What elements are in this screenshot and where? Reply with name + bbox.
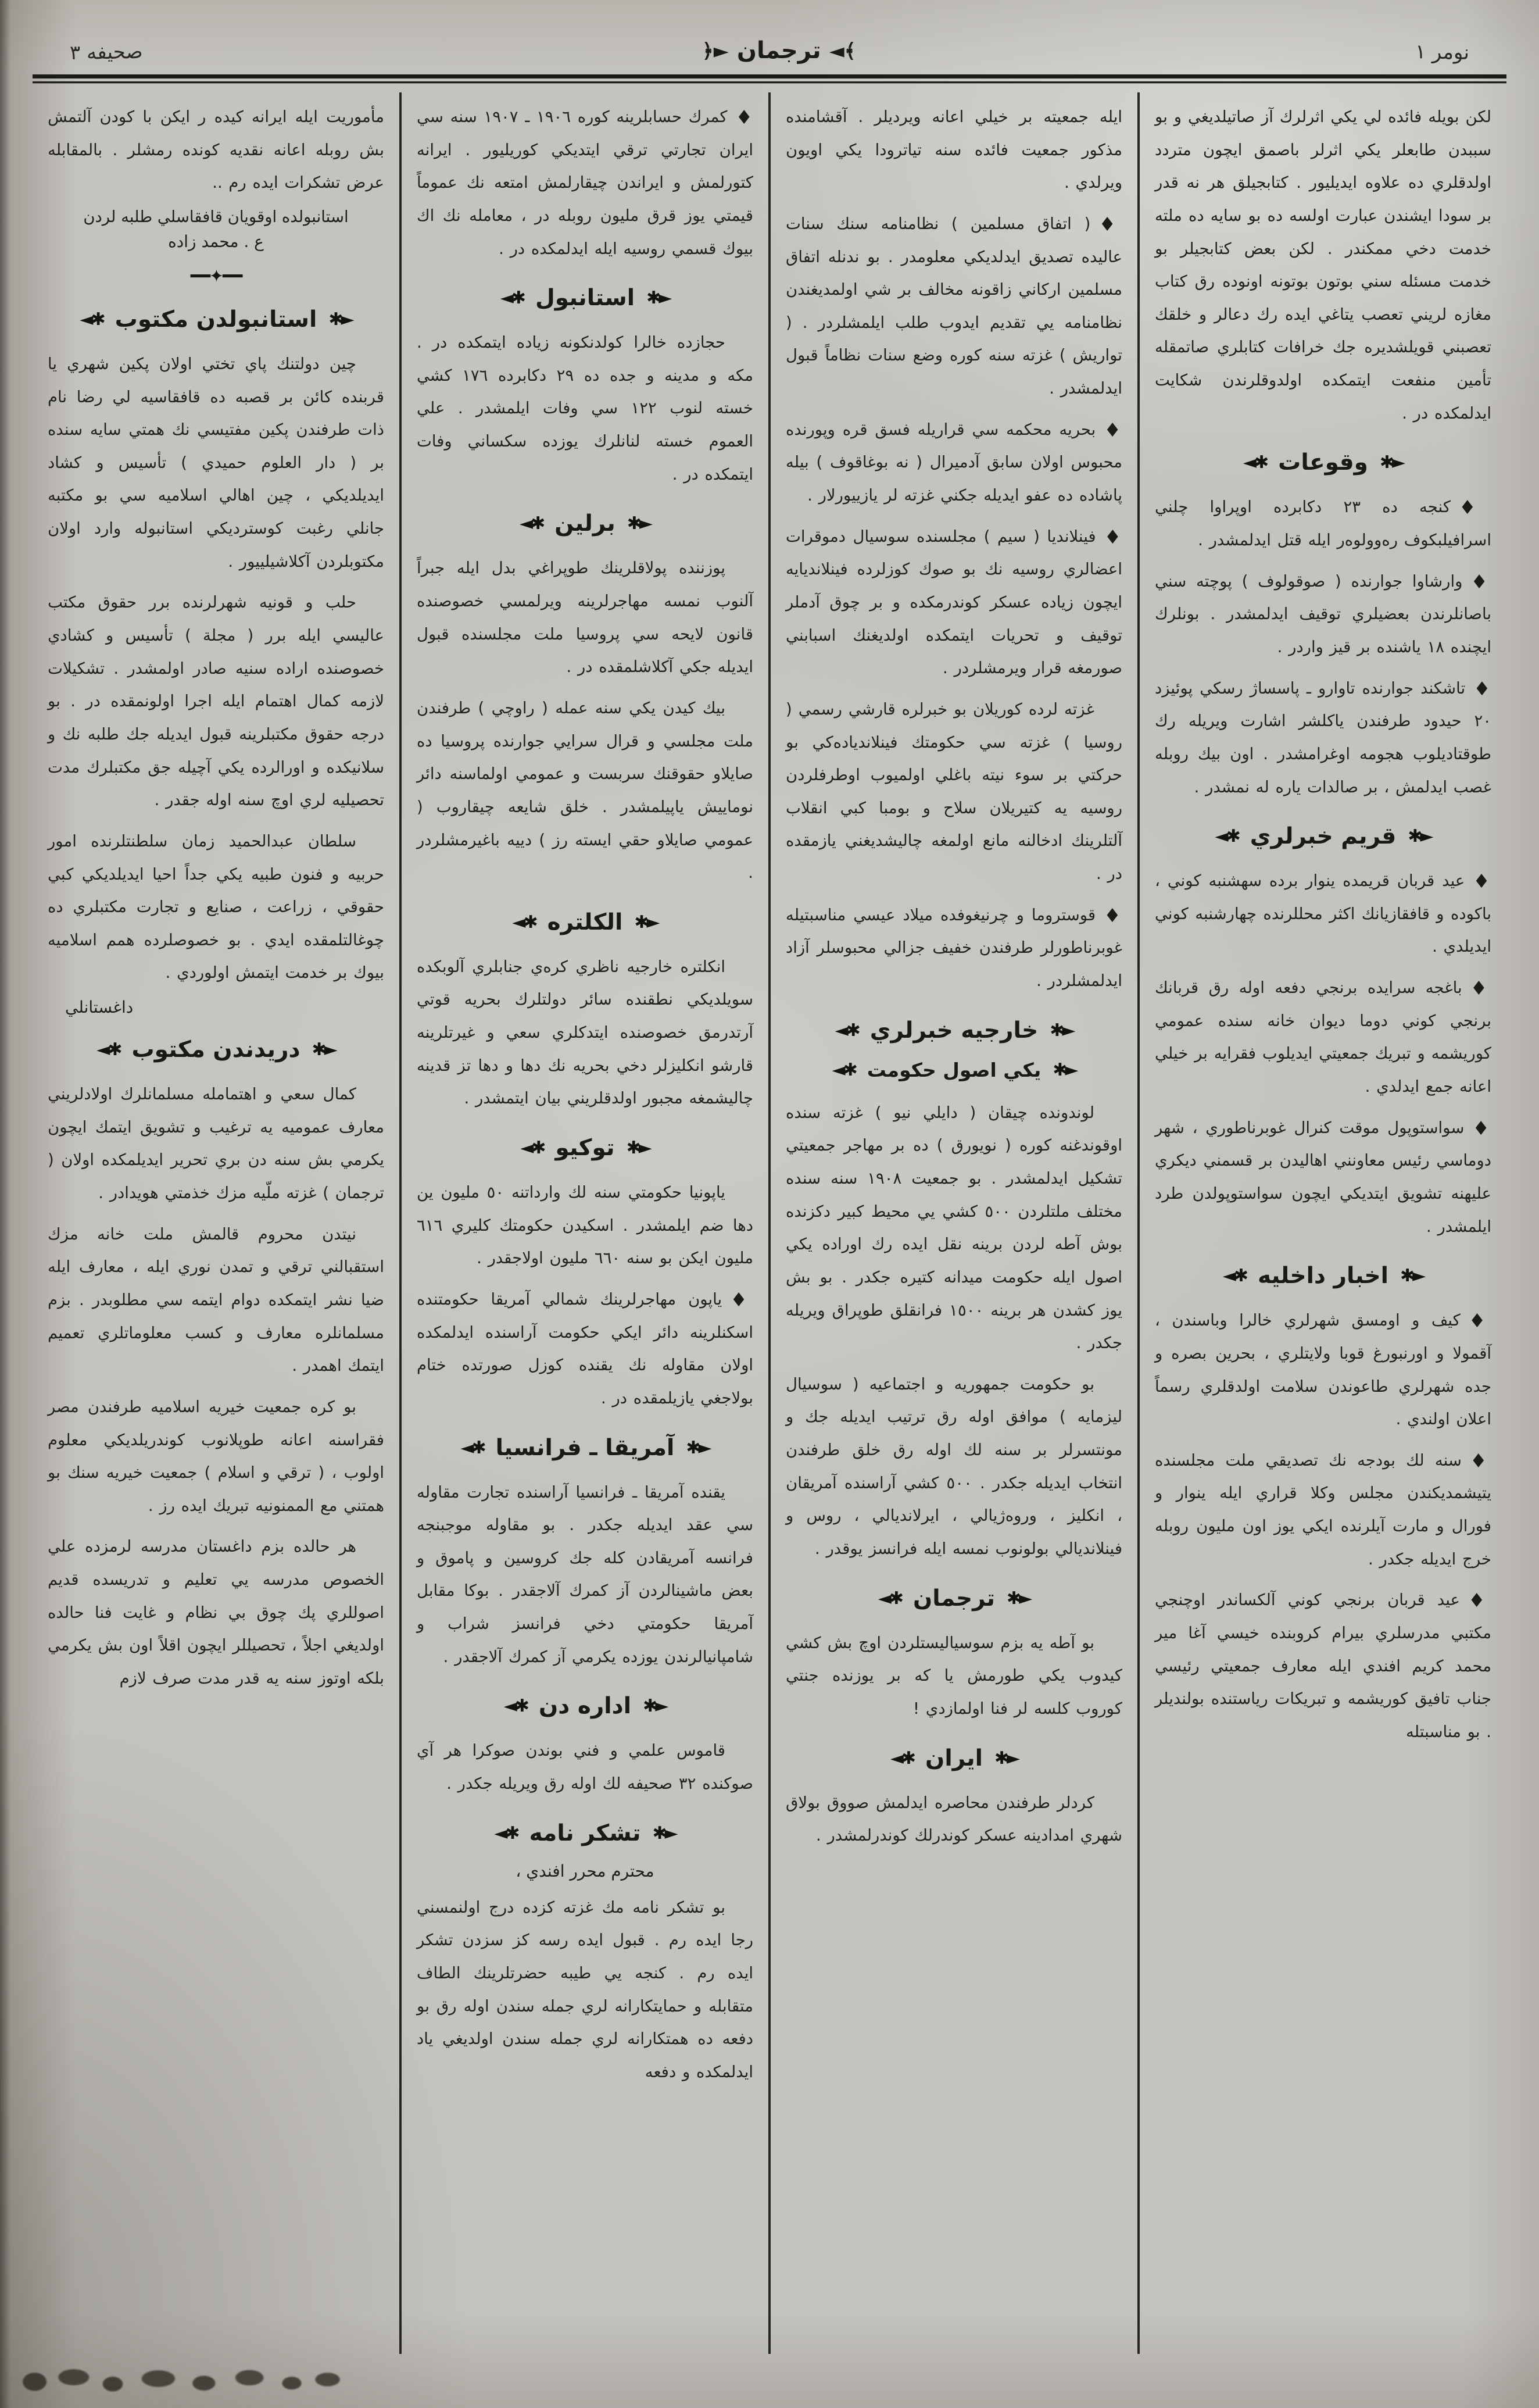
news-item-text: سنه لك بودجه نك تصديقي ملت مجلسنده يتيشمديكندن مجلس وكلا قراري ايله ينوار و فورال و مارت آيلرنده ايكي يوز اون مليون روبله خرج ايديله جكدر . [1155,1450,1491,1569]
news-item-text: وارشاوا جوارنده ( صوقولوف ) پوچته سني باصانلرندن بعضيلري توقيف ايدلمشدر . بونلرك ايچنده ١٨ ياشنده بر قيز واردر . [1155,571,1491,656]
diamond-bullet-icon: ♦ [730,1288,753,1311]
diamond-bullet-icon: ♦ [1473,677,1491,700]
diamond-bullet-icon: ♦ [1468,1589,1491,1612]
heading-istanbul [417,285,753,311]
heading-text: ترجمان [912,1585,996,1612]
article-paragraph: سلطان عبدالحميد زمان سلطنتلرنده امور حربيه و فنون طبيه يكي جداً احيا ايديلديكي كبي حقوقي ، زراعت ، صنايع و تجارت مكتبلري ده چوغالتلمقده ايدي . بو خصوصلرده همم اسلاميه بيوك بر خدمت ايتمش اولوردي . [48,831,384,983]
heading-tesekkurname [417,1820,753,1846]
heading-terciman [786,1585,1122,1612]
heading-ornament-icon: ✱► [627,513,651,534]
heading-tokyo [417,1135,753,1161]
heading-ornament-icon: ◄✱ [500,288,524,309]
heading-text: وقوعات [1278,449,1368,476]
column-3 [399,92,768,2354]
article-paragraph: بو تشكر نامه مك غزته كزده درج اولنمسني رجا ايده رم . قبول ايده رسه كز سزدن تشكر ايده رم . كنجه يي طيبه حضرتلرينك الطاف متقابله و حمايتكارانه لري جمله سندن اوله رق بو دفعه ده همتكارانه لري جمله سندن اولديغي ياد ايدلمكده و دفعه [417,1898,753,2081]
issue-number: نومر ١ [1415,40,1470,65]
heading-ornament-icon: ✱► [686,1437,710,1458]
diamond-bullet-icon: ♦ [1098,212,1122,235]
article-paragraph: لكن بويله فائده لي يكي اثرلرك آز صاتيلديغي و بو سببدن طابعلر يكي اثرلر باصمق ايچون متردد اولدقلري ده علاوه ايديليور . كتابجيلق هر نه قدر بر سودا ايشندن عبارت اولسه ده بو سايه ده ملته خدمت دخي ممكندر . لكن بعض كتابجيلر بو خدمت مسئله سني بوتون بوتونه اونوده رق كتاب مغازه لريني تعصب يتاغي ايده رك دعالر و خلقك تعصبني قويلشديره جك خرافات كتابلري صاتمقله تأمين منفعت ايتمكده اولدوقلرندن شكايت ايدلمكده در . [1155,108,1491,423]
heading-text: ايران [925,1745,983,1771]
article-paragraph: پوزننده پولاقلرينك طوپراغي بدل ايله جبراً آلنوب نمسه مهاجرلرينه ويرلمسي خصوصنده قانون لايحه سي پروسيا ملت مجلسنده قبول ايديله جكي آكلاشلمقده در . [417,559,753,677]
heading-derbendden-mektub [48,1037,384,1063]
letter-signature: ع . محمد زاده [168,231,264,251]
news-item [786,413,1122,512]
news-item-text: كيف و اومسق شهرلري خالرا وباسندن ، آقمولا و اورنبورغ قوبا ولايتلري ، بحرين بصره و جده شهرلري طاعوندن سلامت اولدقلري رسماً اعلان اولندي . [1155,1311,1491,1429]
heading-text: تشكر نامه [529,1820,641,1846]
heading-ornament-icon: ✱► [312,1039,335,1060]
article-paragraph: لوندونده چيقان ( دايلي نيو ) غزته سنده اوقوندغنه كوره ( نويورق ) ده بر مهاجر جمعيتي تشكيل ايدلمشدر . بو جمعيت ١٩٠٨ سنه سنده مختلف ملتلردن ٥٠٠ كشي يي محيط كبير دكزنده بوش آطه لردن برينه نقل ايده رك اوراده يكي اصول ايله حكومت ميدانه كتيره جكدر . بو بش يوز كشدن هر برينه ١٥٠٠ فرانقلق طوپراق ويريله جكدر . [786,1103,1122,1353]
heading-ornament-icon: ◄✱ [878,1588,901,1609]
heading-text: يكي اصول حكومت [867,1058,1041,1081]
article-paragraph: كردلر طرفندن محاصره ايدلمش صووق بولاق شهري امدادينه عسكر كوندرلك كوندرلمشدر . [786,1793,1122,1845]
heading-iran [786,1745,1122,1771]
news-item-text: عيد قربان قريمده ينوار برده سهشنبه كوني ، باكوده و قافقازيانك اكثر محللرنده چهارشنبه كوني ايديلدي . [1155,871,1491,956]
ink-smudge [15,2357,341,2402]
article-paragraph: كمال سعي و اهتمامله مسلمانلرك اولادلريني معارف عموميه يه ترغيب و تشويق ايتمك ايچون يكرمي بش سنه دن بري تحرير ايديلمكده اولان ( ترجمان ) غزته ملّيه مزك خذمتي هويدادر . [48,1085,384,1203]
diamond-bullet-icon: ♦ [1470,570,1491,593]
column-2 [768,92,1137,2354]
heading-berlin [417,510,753,537]
letter-byline: استانبولده اوقويان قافقاسلي طلبه لردن [83,207,349,226]
page-number: صحيفه ٣ [69,40,143,65]
news-item [1155,1112,1491,1244]
heading-text: آمريقا ـ فرانسيا [495,1434,675,1461]
news-item [1155,565,1491,664]
heading-ornament-icon: ◄✱ [1215,826,1239,847]
heading-ornament-icon: ✱► [1007,1588,1030,1609]
heading-text: دريدندن مكتوب [131,1037,300,1063]
heading-ornament-icon: ◄✱ [503,1696,527,1717]
diamond-bullet-icon: ♦ [735,106,753,128]
heading-ingiltere [417,909,753,935]
news-item [1155,672,1491,804]
news-item-text: ياپون مهاجرلرينك شمالي آمريقا حكومتنده اسكنلرينه دائر ايكي حكومت آراسنده ايدلمكده اولان مقاوله نك يقنده كوزل صورتده ختام بولاجغي يازيلمقده در . [417,1289,753,1407]
news-item-text: فينلانديا ( سيم ) مجلسنده سوسيال دموقرات اعضالري روسيه نك بو صوك كوزلرده فينلانديايه ايچون زياده عسكر كوندرمكده و بر چوق آدملر توقيف و تحريات ايتمكده اولديغنك اسبابني صورمغه قرار ويرمشلردر . [786,527,1122,678]
news-item [1155,971,1491,1103]
heading-ornament-icon: ✱► [646,288,670,309]
subheading-yeni-usul-hukumet [786,1059,1122,1081]
article-paragraph: قاموس علمي و فني بوندن صوكرا هر آي صوكنده ٣٢ صحيفه لك اوله رق ويريله جكدر . [417,1741,753,1793]
column-1-rightmost [1137,92,1506,2354]
heading-ahbar-dahiliye [1155,1263,1491,1289]
article-paragraph: غزته لرده كوريلان بو خبرلره قارشي رسمي ( روسيا ) غزته سي حكومتك فينلانديادەكي بو حركتي بر سوء نيته باغلي اولميوب اوطرفلردن روسيه يه كتيريلان سلاح و بومبا كبي انقلاب آلتلرينك ادخالنه مانع اولمغه چاليشديغني يازمقده در . [786,699,1122,884]
diamond-bullet-icon: ♦ [1472,1116,1491,1139]
heading-text: قريم خبرلري [1250,823,1397,850]
article-paragraph: حجازده خالرا كولدنكونه زياده ايتمكده در . مكه و مدينه و جده ده ٢٩ دكابرده ١٧٦ كشي خسته لنوب ١٢٢ سي وفات ايلمشدر . علي العموم خسته لنانلرك يوزده سكساني وفات ايتمكده در . [417,333,753,484]
heading-ornament-icon: ◄✱ [890,1748,914,1769]
masthead-title: ترجمان [736,37,821,64]
heading-ornament-icon: ◄✱ [520,1138,544,1159]
article-paragraph: حلب و قونيه شهرلرنده برر حقوق مكتب عاليسي ايله برر ( مجلة ) تأسيس و كشادي خصوصنده اراده سنيه صادر اولمشدر . تشكيلات لازمه كمال اهتمام ايله اجرا اولونمقده در . بو درجه حقوق مكتبلرينه قبول ايديله جك طلبه نك و سلانيكده و اورالرده يكي آچيله جق مكتبلرك مدت تحصيليه لري اوچ سنه اوله جقدر . [48,593,384,810]
heading-ornament-icon: ✱► [1400,1266,1424,1287]
heading-ornament-icon: ✱► [626,1138,650,1159]
heading-ornament-icon: ◄✱ [832,1059,856,1080]
news-item [1155,864,1491,963]
article-paragraph: ايله جمعيته بر خيلي اعانه ويرديلر . آقشامنده مذكور جمعيت فائده سنه تياترودا يكي اويون ويرلدي . [786,108,1122,192]
diamond-bullet-icon: ♦ [1104,525,1122,548]
heading-idareden [417,1693,753,1719]
news-item-text: كمرك حسابلرينه كوره ١٩٠٦ ـ ١٩٠٧ سنه سي ايران تجارتي ترقي ايتديكي كوريليور . ايرانه كتورلمش و ايراندن چيقارلمش امتعه نك عموماً قيمتي يوز قرق مليون روبله در ، معامله نك اك بيوك قسمي روسيه ايله ايدلمكده در . [417,108,753,258]
masthead-ornament-icon: ﴿► [702,39,729,63]
article-paragraph: ياپونيا حكومتي سنه لك وارداتنه ٥٠ مليون ين دها ضم ايلمشدر . اسكيدن حكومتك كليري ٦١٦ مليون ايكن بو سنه ٦٦٠ مليون اولاجقدر . [417,1183,753,1268]
heading-text: توكيو [555,1135,615,1162]
heading-ornament-icon: ✱► [1408,826,1431,847]
letter-salutation: محترم محرر افندي ، [516,1861,654,1881]
heading-ornament-icon: ◄✱ [520,513,543,534]
heading-text: خارجيه خبرلري [869,1017,1039,1044]
news-item-text: عيد قربان برنجي كوني آلكساندر اوچنجي مكتبي مدرسلري بيرام كروبنده خيسي آغا مير محمد كريم افندي ايله معارف جمعيتي رئيسي جناب تافيق كوريشمه و تبريكات رياستنده بولنديلر . بو مناسبتله [1155,1591,1491,1741]
heading-ornament-icon: ✱► [643,1696,667,1717]
heading-hariciye-haberleri [786,1017,1122,1044]
news-item [1155,1304,1491,1436]
news-item [1155,1584,1491,1748]
heading-ornament-icon: ✱► [1050,1020,1073,1041]
news-item [786,208,1122,405]
article-paragraph: بو كره جمعيت خيريه اسلاميه طرفندن مصر فقراسنه اعانه طوپلانوب كوندريلديكي معلوم اولوب ، ( ترقي و اسلام ) جمعيت خيريه سنك بو همتني مع الممنونيه تبريك ايده رز . [48,1397,384,1515]
news-item [786,899,1122,998]
heading-ornament-icon: ◄✱ [1243,452,1267,473]
diamond-bullet-icon: ♦ [1458,496,1491,519]
heading-kirim-haberleri [1155,823,1491,849]
news-item [1155,1444,1491,1576]
heading-ornament-icon: ◄✱ [835,1020,858,1041]
heading-ornament-icon: ◄✱ [494,1823,518,1843]
heading-ornament-icon: ✱► [1053,1059,1076,1080]
heading-ornament-icon: ✱► [634,912,658,933]
news-item [417,1283,753,1415]
article-paragraph: مأموريت ايله ايرانه كيده ر ايكن با كودن آلتمش بش روبله اعانه نقديه كونده رمشلر . بالمقابله عرض تشكرات ايده رم .. [48,108,384,192]
heading-vukuat [1155,449,1491,476]
heading-text: استانبولدن مكتوب [114,306,317,333]
news-item [417,101,753,265]
heading-text: الكلتره [547,909,623,935]
news-item-text: كنجه ده ٢٣ دكابرده اوپراوا چلني اسرافيلبكوف رەوولوەر ايله قتل ايدلمشدر . [1155,498,1491,550]
page-header [0,0,1539,70]
heading-text: اداره دن [538,1693,632,1720]
masthead-ornament-icon: ◄﴾ [829,39,856,63]
heading-text: اخبار داخليه [1257,1263,1389,1289]
diamond-bullet-icon: ♦ [1470,977,1491,1000]
diamond-bullet-icon: ♦ [1473,870,1491,893]
diamond-bullet-icon: ♦ [1468,1309,1491,1332]
heading-ornament-icon: ✱► [994,1748,1018,1769]
heading-ornament-icon: ◄✱ [460,1437,484,1458]
article-paragraph: انكلتره خارجيه ناظري كرەي جنابلري آلوبكده سويلديكي نطقنده سائر دولتلرك بحريه قوتي آرتدرمق خصوصنده ايتدكلري سعي و غيرتلرينه قارشو انكليزلر دخي بحريه نك دها و دها تز قدينه چاليشمغه مجبور اولدقلريني بيان ايتمشدر . [417,957,753,1108]
diamond-bullet-icon: ♦ [1469,1449,1491,1472]
diamond-bullet-icon: ♦ [1104,418,1122,441]
news-item-text: قوستروما و چرنيغوفده ميلاد عيسي مناسبتيله غوبرناطورلر طرفندن خفيف جزالي محبوسلر آزاد ايدلمشلردر . [786,905,1122,991]
column-4-leftmost [33,92,399,2354]
article-paragraph: چين دولتنك پاي تختي اولان پكين شهري يا قربنده كائن بر قصبه ده قافقاسيه لي رضا نام ذات طرفندن پكين مفتيسي نك همتي سايه سنده بر ( دار العلوم حميدي ) تأسيس و كشاد ايديلديكي ، چين اهالي اسلاميه سي بو مكتبه جانلي رغبت كوسترديكي استانبوله وارد اولان مكتوبلردن آكلاشيلييور . [48,354,384,571]
heading-ornament-icon: ◄✱ [96,1039,120,1060]
heading-text: استانبول [535,285,635,312]
header-double-rule [33,74,1506,83]
news-item [1155,491,1491,556]
article-paragraph: نيتدن محروم قالمش ملت خانه مزك استقبالني ترقي و تمدن نوري ايله ، معارف ايله ضيا نشر ايتمكده دوام ايتمه سي مطلوبدر . بزم مسلمانلره معارف و كسب معلوماتلري تعميم ايتمك اهمدر . [48,1224,384,1376]
article-paragraph: يقنده آمريقا ـ فرانسيا آراسنده تجارت مقاوله سي عقد ايديله جكدر . بو مقاوله موجبنجه فرانسه آمريقادن كله جك كروسين و پاموق و بعض ماشينالردن آز كمرك آلاجقدر . بوكا مقابل آمريقا حكومتي دخي فرانسز شراب و شامپانيالرندن يوزده يكرمي آز كمرك آلاجقدر . [417,1482,753,1666]
heading-ornament-icon: ◄✱ [80,309,103,330]
masthead [702,37,856,64]
heading-ornament-icon: ✱► [1379,452,1404,473]
news-item-text: بحريه محكمه سي قراريله فسق قره وپورنده محبوس اولان سابق آدميرال ( نه بوغاقوف ) بيله پاشاده ده عفو ايديله جكني غزته لر يازييورلار . [786,420,1122,505]
heading-istanbuldan-mektub [48,306,384,333]
heading-ornament-icon: ✱► [652,1823,676,1843]
article-paragraph: بو حكومت جمهوريه و اجتماعيه ( سوسيال ليزمايه ) موافق اوله رق ترتيب ايديله جك و مونتسرلر بر سنه لك اوله رق خلق طرفندن انتخاب ايديله جكدر . ٥٠٠ كشي آراسنده آمريقان ، انكليز ، وروەژيالي ، ايرلانديالي ، روس و فينلانديالي بولونوب نمسه ايله فرانسز يوقدر . [786,1374,1122,1558]
article-paragraph: بو آطه يه بزم سوسياليستلردن اوچ بش كشي كيدوب يكي طورمش يا كه بر يوزنده جنتي كوروب كلسه لر فنا اولمازدي ! [786,1633,1122,1718]
news-item-text: سواستوپول موقت كنرال غوبرناطوري ، شهر دوماسي رئيس معاونني اهاليدن بر قسمني ديكري عليهنه تشويق ايتديكي ايچون سواستوپولدن طرد ايلمشدر . [1155,1118,1491,1236]
article-paragraph: هر حالده بزم داغستان مدرسه لرمزده علي الخصوص مدرسه يي تعليم و تدريسده قديم اصوللري پك چوق بي نظام و غايت فنا حالده اولديغي اجلاً ، تحصيللر ايچون اقلاً اون بش يكرمي بلكه اوتوز سنه يه قدر مدت صرف لازم [48,1537,384,1688]
section-divider: ━━✦━━ [190,266,242,287]
heading-ornament-icon: ◄✱ [1222,1266,1246,1287]
heading-text: برلين [554,510,615,537]
page-columns [33,92,1506,2354]
news-item [786,520,1122,685]
heading-ornament-icon: ✱► [328,309,352,330]
news-item-text: تاشكند جوارنده تاوارو ـ پاسساژ رسكي پوئيزد ٢٠ حيدود طرفندن ياكلشر اشارت ويريله رك طوقتاديلوب هجومه اوغرامشدر . اون بيك روبله غصب ايدلمش ، بر صالدات ياره له نمشدر . [1155,678,1491,796]
news-item-text: ( اتفاق مسلمين ) نظامنامه سنك سنات عاليده تصديق ايدلديكي معلومدر . بو ندنله اتفاق مسلمين اركاني زاقونه مخالف بر شي اولمديغندن نظامنامه يي تقديم ايدوب طلب ايلمشلردر . ( تواريش ) غزته سنه كوره وضع سنات نظاماً قبول ايدلمشدر . [786,214,1122,398]
letter-signature: داغستانلي [65,998,134,1017]
page-edge-shadow [0,0,10,2408]
news-item-text: باغجه سرايده برنجي دفعه اوله رق قربانك برنجي كوني دوما ديوان خانه سنده عمومي كوريشمه و تبريك جمعيتي ايديلوب فقرايه بر خيلي اعانه جمع ايدلدي . [1155,978,1491,1096]
diamond-bullet-icon: ♦ [1104,903,1122,927]
heading-ornament-icon: ◄✱ [512,912,536,933]
heading-amerika-fransa [417,1435,753,1461]
article-paragraph: بيك كيدن يكي سنه عمله ( راوچي ) طرفندن ملت مجلسي و قرال سرايي جوارنده پروسيا ده صايلاو حقوقنك سربست و عمومي اولماسنه دائر نوماييش ياپيلمشدر . خلق شايعه چيقاروب ( عمومي صايلاو حقي ايسته رز ) دييه باغيرمشلردر . [417,698,753,883]
